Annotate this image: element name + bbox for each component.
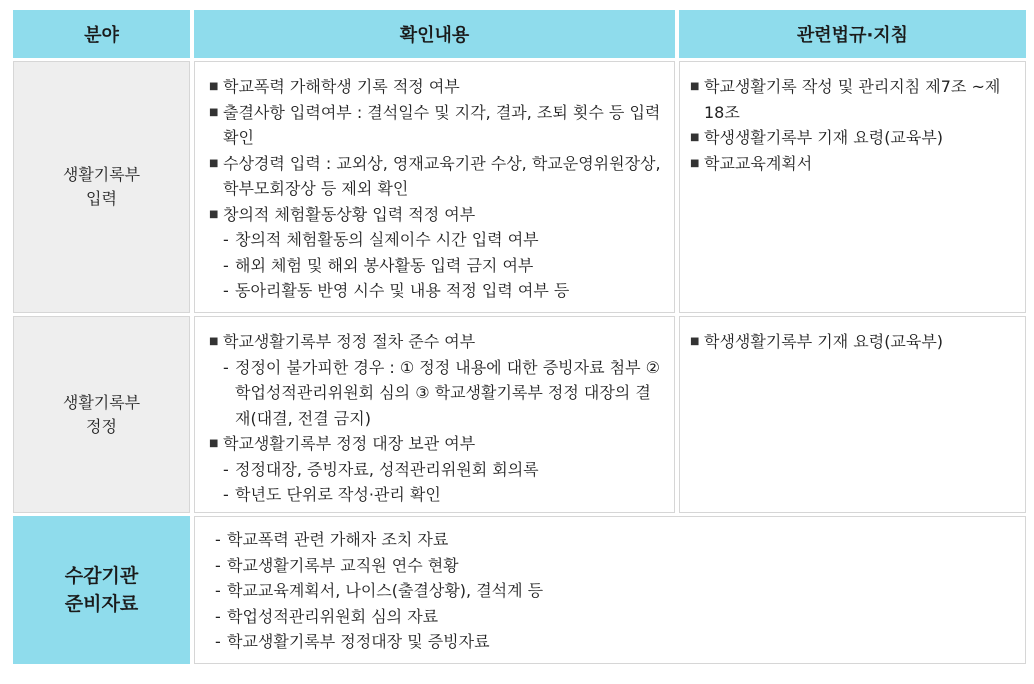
category-record-input [13,61,190,313]
dash-icon: - [223,230,229,249]
header-related-rules: 관련법규·지침 [679,10,1026,58]
dash-icon: - [215,632,221,651]
dash-icon: - [215,555,221,575]
sub-list-item: - 학교생활기록부 정정대장 및 증빙자료 [215,629,1015,655]
sub-list-item: - 학업성적관리위원회 심의 자료 [215,604,1015,630]
category-line: 생활기록부 [62,165,141,184]
sub-list-item: - 정정대장, 증빙자료, 성적관리위원회 회의록 [209,457,664,483]
list-item: ■ 출결사항 입력여부 : 결석일수 및 지각, 결과, 조퇴 횟수 등 입력 확인 [209,100,664,151]
list-item: ■ 학교생활기록부 정정 절차 준수 여부 [209,329,664,355]
category-line: 입력 [86,189,117,208]
square-bullet-icon: ■ [690,81,700,92]
check-content-record-correction [194,316,675,513]
list-item: ■ 학생생활기록부 기재 요령(교육부) [690,329,1015,355]
list-item: ■ 창의적 체험활동상황 입력 적정 여부 [209,202,664,228]
inspection-table [13,10,1026,664]
dash-icon: - [223,357,229,377]
category-audit-materials [13,516,190,664]
header-field: 분야 [13,10,190,58]
dash-icon: - [215,606,221,626]
header-check-content: 확인내용 [194,10,675,58]
dash-icon: - [223,485,229,504]
list-item: ■ 학교교육계획서 [690,151,1015,177]
list-item: ■ 학교생활기록부 정정 대장 보관 여부 [209,431,664,457]
list-item: ■ 학교생활기록 작성 및 관리지침 제7조 ~제18조 [690,74,1015,125]
square-bullet-icon: ■ [690,336,700,347]
sub-list-item: - 해외 체험 및 해외 봉사활동 입력 금지 여부 [209,253,664,279]
sub-list-item: - 학교폭력 관련 가해자 조치 자료 [215,527,1015,553]
sub-list-item: - 학교교육계획서, 나이스(출결상황), 결석계 등 [215,578,1015,604]
category-line: 생활기록부 [62,392,141,412]
category-line: 준비자료 [64,593,139,615]
square-bullet-icon: ■ [209,438,219,449]
list-item: ■ 학생생활기록부 기재 요령(교육부) [690,125,1015,151]
sub-list-item: - 학년도 단위로 작성·관리 확인 [209,482,664,508]
related-rules-record-correction [679,316,1026,513]
square-bullet-icon: ■ [209,336,219,347]
audit-materials-list [194,516,1026,664]
sub-list-item: - 동아리활동 반영 시수 및 내용 적정 입력 여부 등 [209,278,664,304]
list-item: ■ 수상경력 입력 : 교외상, 영재교육기관 수상, 학교운영위원장상, 학부모회장상 등 제외 확인 [209,151,664,202]
sub-list-item: - 학교생활기록부 교직원 연수 현황 [215,553,1015,579]
square-bullet-icon: ■ [209,157,219,169]
dash-icon: - [223,281,229,300]
category-line: 수감기관 [64,565,139,587]
related-rules-record-input [679,61,1026,313]
dash-icon: - [215,581,221,600]
dash-icon: - [215,530,221,549]
square-bullet-icon: ■ [209,81,219,92]
check-content-record-input [194,61,675,313]
square-bullet-icon: ■ [209,208,219,220]
category-line: 정정 [86,416,117,436]
list-item: ■ 학교폭력 가해학생 기록 적정 여부 [209,74,664,100]
square-bullet-icon: ■ [690,157,700,169]
square-bullet-icon: ■ [690,132,700,143]
sub-list-item: - 창의적 체험활동의 실제이수 시간 입력 여부 [209,227,664,253]
dash-icon: - [223,255,229,275]
dash-icon: - [223,459,229,479]
sub-list-item: - 정정이 불가피한 경우 : ① 정정 내용에 대한 증빙자료 첨부 ② 학업성적관리위원회 심의 ③ 학교생활기록부 정정 대장의 결재(대결, 전결 금지) [209,355,664,432]
square-bullet-icon: ■ [209,106,219,118]
category-record-correction [13,316,190,513]
